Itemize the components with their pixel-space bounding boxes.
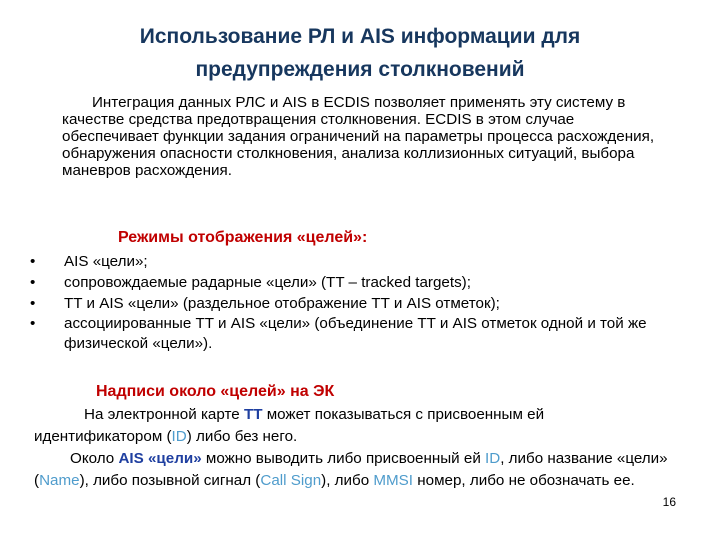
- text-fragment: , либо название «цели» (: [34, 450, 668, 489]
- list-item: [30, 293, 670, 314]
- list-item: [30, 314, 670, 354]
- text-fragment: ), либо: [321, 472, 374, 489]
- bullet-icon: •: [30, 253, 36, 270]
- target-labels-body: [34, 404, 674, 492]
- intro-paragraph-block: [62, 94, 662, 179]
- text-fragment: номер, либо не обозначать ее.: [413, 472, 635, 489]
- list-item: [30, 251, 670, 272]
- target-labels-paragraph-2: [34, 448, 674, 492]
- bullet-icon: •: [30, 295, 36, 312]
- list-item-text: AIS «цели»;: [64, 253, 148, 270]
- list-item-text: ассоциированные TT и AIS «цели» (объединение TT и AIS отметок одной и той же физической «цели»).: [64, 315, 647, 352]
- target-labels-paragraph-1: [34, 404, 674, 448]
- page-number: 16: [662, 495, 676, 509]
- text-fragment: можно выводить либо присвоенный ей: [201, 450, 486, 467]
- tt-term: TT: [243, 406, 263, 423]
- slide-title-line-2: предупреждения столкновений: [195, 58, 525, 81]
- text-fragment: Около: [70, 450, 119, 467]
- call-sign-term: Call Sign: [260, 472, 322, 489]
- bullet-icon: •: [30, 315, 36, 332]
- id-term: ID: [485, 450, 501, 467]
- slide-title: [60, 20, 660, 86]
- display-modes-list: [30, 251, 670, 354]
- intro-paragraph: Интеграция данных РЛС и AIS в ECDIS позволяет применять эту систему в качестве средства предотвращения столкновения. ECDIS в этом случае обеспечивает функции задания ограничений на параметры процесса расхождения, обнаружения опасности столкновения, анализа коллизионных ситуаций, выбора маневров расхождения.: [62, 94, 655, 179]
- text-fragment: ), либо позывной сигнал (: [79, 472, 261, 489]
- id-term: ID: [171, 428, 187, 445]
- list-item: [30, 272, 670, 293]
- display-modes-heading: Режимы отображения «целей»:: [118, 229, 368, 246]
- text-fragment: На электронной карте: [84, 406, 244, 423]
- text-fragment: ) либо без него.: [186, 428, 298, 445]
- ais-target-term: AIS «цели»: [118, 450, 202, 467]
- bullet-icon: •: [30, 274, 36, 291]
- text-fragment: может показываться с присвоенным ей идентификатором (: [34, 406, 545, 445]
- slide-title-line-1: Использование РЛ и AIS информации для: [139, 25, 581, 48]
- name-term: Name: [39, 472, 80, 489]
- target-labels-heading: Надписи около «целей» на ЭК: [96, 383, 335, 400]
- list-item-text: сопровождаемые радарные «цели» (TT – tracked targets);: [64, 274, 471, 291]
- list-item-text: TT и AIS «цели» (раздельное отображение TT и AIS отметок);: [64, 295, 500, 312]
- mmsi-term: MMSI: [373, 472, 414, 489]
